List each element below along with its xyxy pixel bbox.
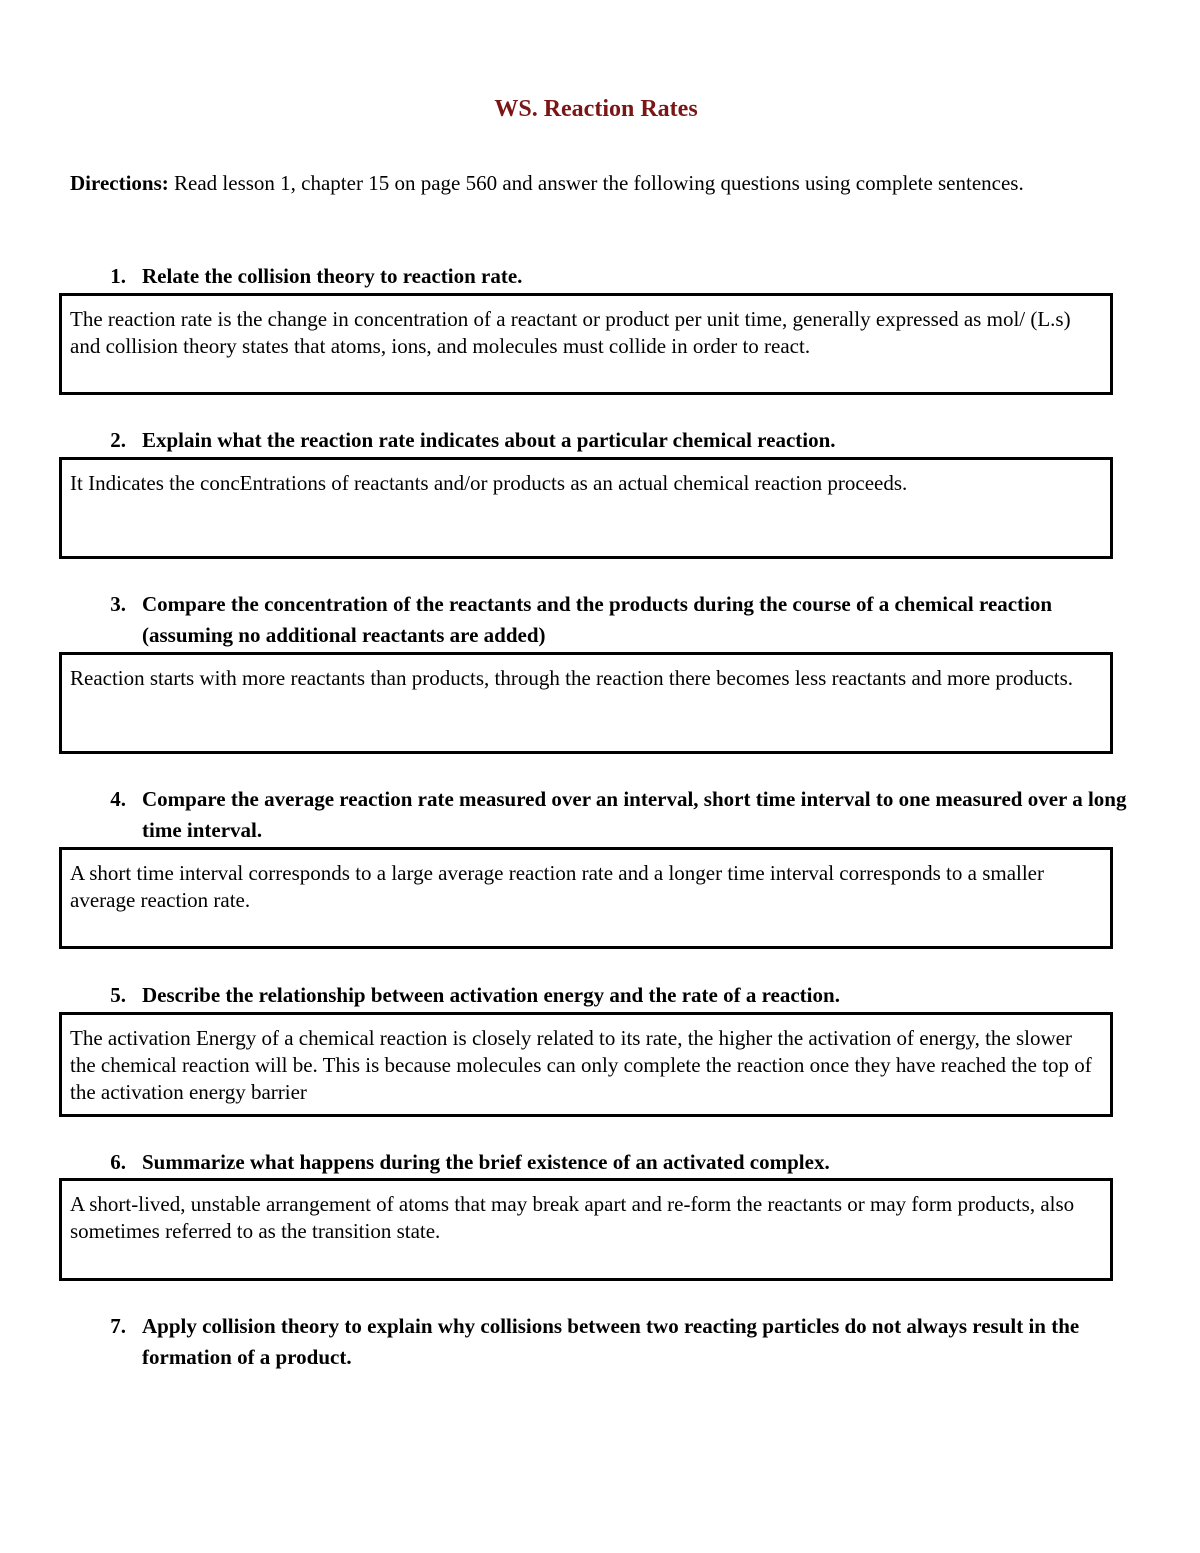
directions-text: Read lesson 1, chapter 15 on page 560 and answer the following questions using complete sentences. (168, 171, 1024, 195)
question-text: Describe the relationship between activation energy and the rate of a reaction. (142, 983, 840, 1007)
question-7 (100, 1311, 1140, 1373)
answer-box-5[interactable]: The activation Energy of a chemical reaction is closely related to its rate, the higher the activation of energy, the slower the chemical reaction will be. This is because molecules can only complete the reaction once they have reached the top of the activation energy barrier (59, 1012, 1113, 1117)
question-text: Compare the average reaction rate measured over an interval, short time interval to one measured over a long time interval. (142, 787, 1127, 842)
question-number: 1. (110, 264, 126, 288)
question-2 (100, 425, 1140, 456)
question-number: 5. (110, 983, 126, 1007)
question-number: 2. (110, 428, 126, 452)
worksheet-title: WS. Reaction Rates (494, 96, 698, 122)
question-text: Explain what the reaction rate indicates about a particular chemical reaction. (142, 428, 836, 452)
answer-box-2[interactable]: It Indicates the concEntrations of reactants and/or products as an actual chemical reaction proceeds. (59, 457, 1113, 559)
answer-box-6[interactable]: A short-lived, unstable arrangement of atoms that may break apart and re-form the reactants or may form products, also sometimes referred to as the transition state. (59, 1178, 1113, 1281)
question-text: Apply collision theory to explain why collisions between two reacting particles do not always result in the formation of a product. (142, 1314, 1080, 1369)
question-3 (100, 589, 1140, 651)
answer-box-3[interactable]: Reaction starts with more reactants than products, through the reaction there becomes less reactants and more products. (59, 652, 1113, 754)
directions (70, 168, 1070, 198)
question-1 (100, 261, 1140, 292)
question-number: 4. (110, 787, 126, 811)
question-5 (100, 980, 1140, 1011)
question-number: 7. (110, 1314, 126, 1338)
directions-label: Directions: (70, 171, 169, 195)
answer-box-1[interactable]: The reaction rate is the change in concentration of a reactant or product per unit time, generally expressed as mol/ (L.s) and collision theory states that atoms, ions, and molecules must collide in order to react. (59, 293, 1113, 395)
question-text: Compare the concentration of the reactants and the products during the course of a chemical reaction (assuming no additional reactants are added) (142, 592, 1053, 647)
question-6 (100, 1147, 1140, 1178)
answer-box-4[interactable]: A short time interval corresponds to a large average reaction rate and a longer time interval corresponds to a smaller average reaction rate. (59, 847, 1113, 949)
question-4 (100, 784, 1140, 846)
question-text: Relate the collision theory to reaction rate. (142, 264, 523, 288)
question-text: Summarize what happens during the brief existence of an activated complex. (142, 1150, 830, 1174)
question-number: 3. (110, 592, 126, 616)
question-number: 6. (110, 1150, 126, 1174)
